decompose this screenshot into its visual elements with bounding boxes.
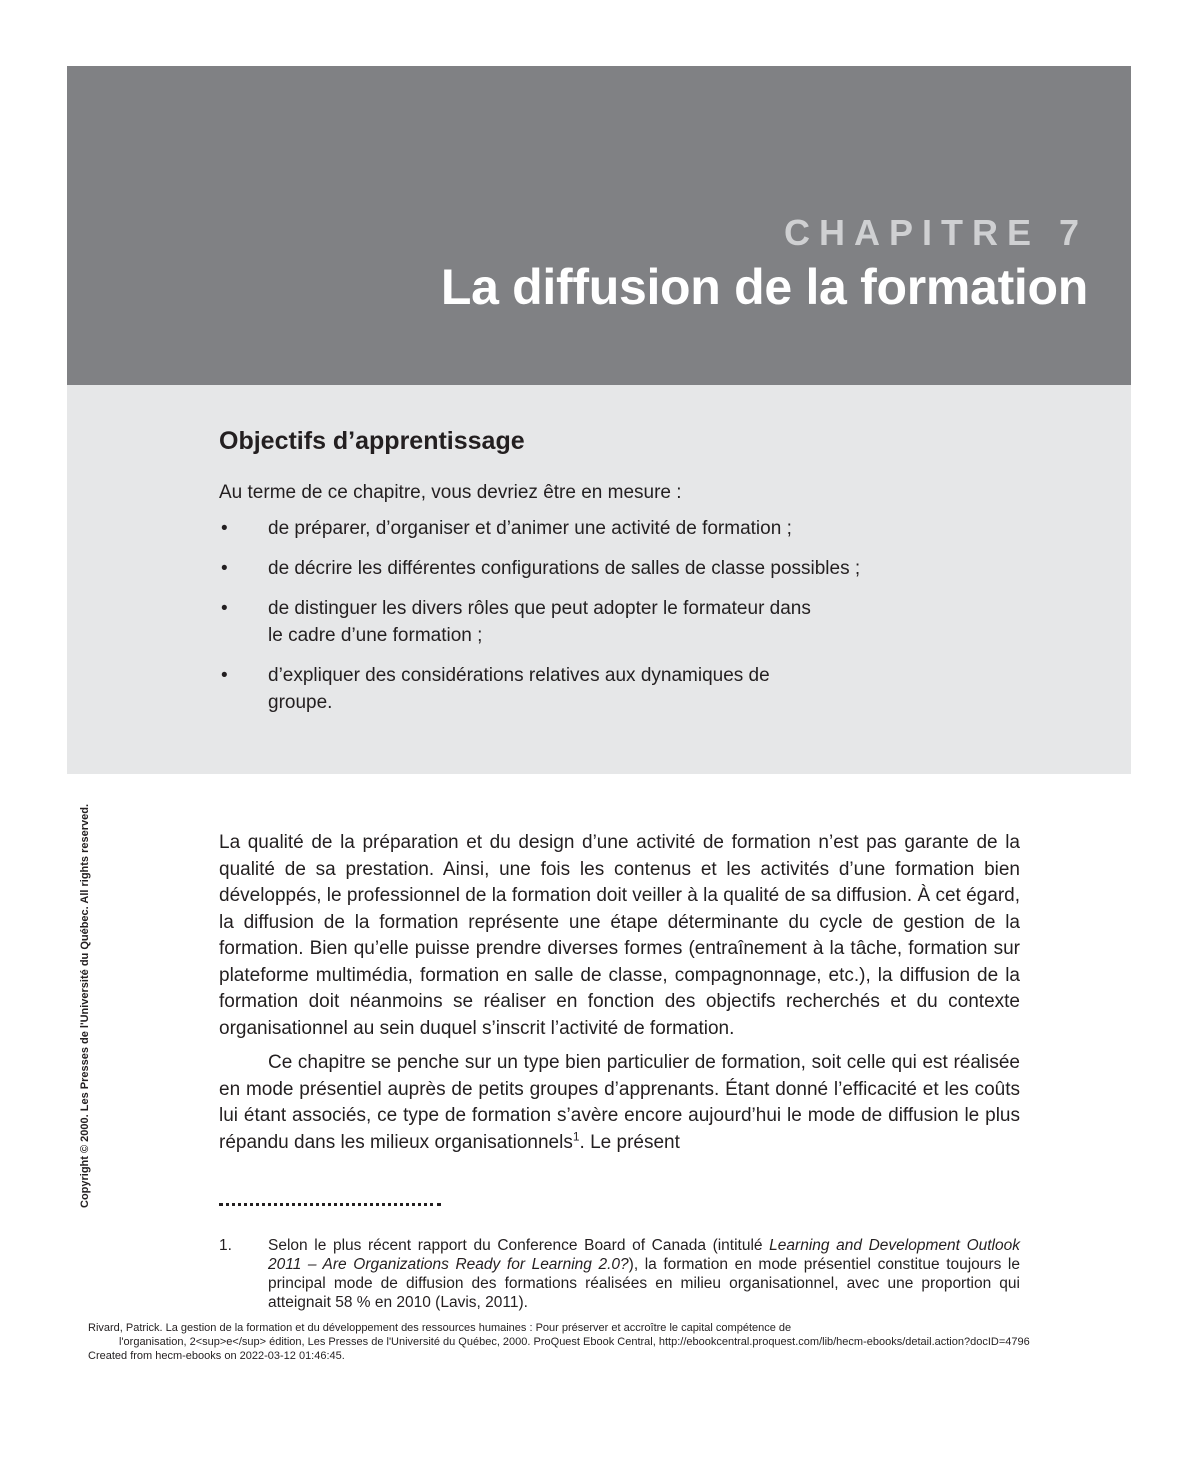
bullet-icon: •	[221, 598, 228, 619]
footnote-text-before: Selon le plus récent rapport du Conference Board of Canada (intitulé	[268, 1237, 770, 1254]
footnote-reference[interactable]: 1	[572, 1129, 580, 1144]
footnote-report-title: Learning and Development Outlook 2011 – Are Organizations Ready for Learning 2.0?	[268, 1237, 1020, 1273]
objectives-list	[219, 515, 979, 729]
citation-line: Created from hecm-ebooks on 2022-03-12 01:46:45.	[88, 1350, 345, 1362]
footnote-separator	[219, 1203, 441, 1206]
objective-item	[219, 555, 979, 582]
citation-line: l'organisation, 2<sup>e</sup> édition, Les Presses de l'Université du Québec, 2000. ProQuest Ebook Central, http://ebookcentral.proquest.com/lib/hecm-ebooks/detail.action?docID=4796	[119, 1336, 1030, 1348]
citation-footer	[88, 1321, 1188, 1363]
objectives-heading: Objectifs d’apprentissage	[219, 427, 525, 455]
body-paragraph: La qualité de la préparation et du design d’une activité de formation n’est pas garante de la qualité de sa prestation. Ainsi, une fois les contenus et les activités d’une formation bien développés, le professionnel de la formation doit veiller à la qualité de sa diffusion. À cet égard, la diffusion de la formation représente une étape déterminante du cycle de gestion de la formation. Bien qu’elle puisse prendre diverses formes (entraînement à la tâche, formation sur plateforme multimédia, formation en salle de classe, compagnonnage, etc.), la diffusion de la formation doit néanmoins se réaliser en fonction des objectifs recherchés et du contexte organisationnel au sein duquel s’inscrit l’activité de formation.	[219, 832, 1020, 1039]
bullet-icon: •	[221, 665, 228, 686]
objective-text: de préparer, d’organiser et d’animer une activité de formation ;	[268, 518, 792, 539]
citation-line: Rivard, Patrick. La gestion de la formation et du développement des ressources humaines : Pour préserver et accroître le capital compétence de	[88, 1322, 792, 1334]
objective-text: de distinguer les divers rôles que peut adopter le formateur dans le cadre d’une formation ;	[268, 598, 811, 646]
objectives-intro: Au terme de ce chapitre, vous devriez être en mesure :	[219, 482, 682, 503]
chapter-label: CHAPITRE 7	[783, 212, 1088, 253]
paragraph-text: . Le présent	[579, 1131, 680, 1153]
body-text	[219, 830, 1020, 1164]
paragraph-text: Ce chapitre se penche sur un type bien particulier de formation, soit celle qui est réalisée en mode présentiel auprès de petits groupes d’apprenants. Étant donné l’efficacité et les coûts lui étant associés, ce type de formation s’avère encore aujourd’hui le mode de diffusion le plus répandu dans les milieux organisationnels	[219, 1052, 1020, 1153]
learning-objectives-box	[67, 385, 1131, 774]
footnote-number: 1.	[219, 1237, 232, 1254]
objective-item	[219, 662, 828, 716]
objective-item	[219, 515, 979, 542]
bullet-icon: •	[221, 518, 228, 539]
bullet-icon: •	[221, 558, 228, 579]
footnote	[219, 1236, 1020, 1312]
body-paragraph	[219, 1050, 1020, 1156]
footnote-text	[268, 1236, 1020, 1312]
objective-text: d’expliquer des considérations relatives aux dynamiques de groupe.	[268, 665, 770, 713]
footnote-text-after: ), la formation en mode présentiel constitue toujours le principal mode de diffusion des formations réalisées en milieu organisationnel, avec une proportion qui atteignait 58 % en 2010 (Lavis, 2011).	[268, 1256, 1020, 1311]
chapter-title: La diffusion de la formation	[440, 259, 1088, 315]
objective-item	[219, 595, 828, 649]
side-copyright-notice: Copyright © 2000. Les Presses de l'Université du Québec. All rights reserved.	[79, 803, 91, 1208]
objective-text: de décrire les différentes configurations de salles de classe possibles ;	[268, 558, 861, 579]
